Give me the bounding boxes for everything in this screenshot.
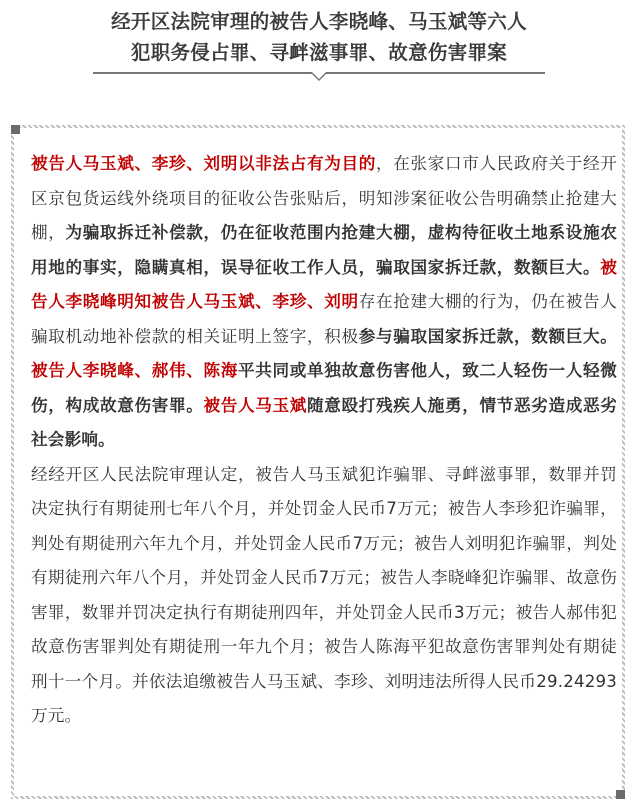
title-line-1: 经开区法院审理的被告人李晓峰、马玉斌等六人 [111, 10, 527, 33]
bold-segment: 参与骗取国家拆迁款，数额巨大。 [358, 326, 617, 346]
text-segment: 存在抢建大棚的行为，仍在被告人骗取机动地补偿款的相关证明上签字，积极 [31, 292, 617, 346]
case-facts-paragraph [31, 147, 617, 458]
frame-corner-top-left [11, 125, 20, 134]
article-body [31, 147, 617, 734]
verdict-paragraph: 经经开区人民法院审理认定，被告人马玉斌犯诈骗罪、寻衅滋事罪，数罪并罚决定执行有期徒刑七年八个月，并处罚金人民币7万元；被告人李珍犯诈骗罪，判处有期徒刑六年九个月，并处罚金人民币7万元；被告人刘明犯诈骗罪，判处有期徒刑六年八个月，并处罚金人民币7万元；被告人李晓峰犯诈骗罪、故意伤害罪，数罪并罚决定执行有期徒刑四年，并处罚金人民币3万元；被告人郝伟犯故意伤害罪判处有期徒刑一年九个月；被告人陈海平犯故意伤害罪判处有期徒刑十一个月。并依法追缴被告人马玉斌、李珍、刘明违法所得人民币29.24293万元。 [31, 464, 617, 725]
title-line-2: 犯职务侵占罪、寻衅滋事罪、故意伤害罪案 [130, 41, 508, 64]
title-divider-arrow-inner [312, 72, 326, 79]
highlight-li-xiaofeng: 被告人李晓峰明知被告人马玉斌、李珍、刘明 [31, 257, 617, 311]
highlight-assault-defendants: 被告人李晓峰、郝伟、陈海 [31, 361, 238, 380]
bold-segment: 平共同或单独故意伤害他人，致二人轻伤一人轻微伤，构成故意伤害罪。 [31, 361, 617, 415]
highlight-defendants-fraud: 被告人马玉斌、李珍、刘明以非法占有为目的 [31, 154, 376, 173]
text-segment: ，在张家口市人民政府关于经开区京包货运线外绕项目的征收公告张贴后，明知涉案征收公告明确禁止抢建大棚， [31, 154, 617, 242]
bold-segment: 随意殴打残疾人施勇，情节恶劣造成恶劣社会影响。 [31, 395, 617, 449]
frame-corner-bottom-right [616, 790, 625, 799]
highlight-ma-yubin: 被告人马玉斌 [203, 395, 307, 415]
article-title [0, 6, 638, 68]
bold-segment: 为骗取拆迁补偿款，仍在征收范围内抢建大棚，虚构待征收土地系设施农用地的事实，隐瞒真相，误导征收工作人员，骗取国家拆迁款，数额巨大。 [31, 223, 617, 277]
